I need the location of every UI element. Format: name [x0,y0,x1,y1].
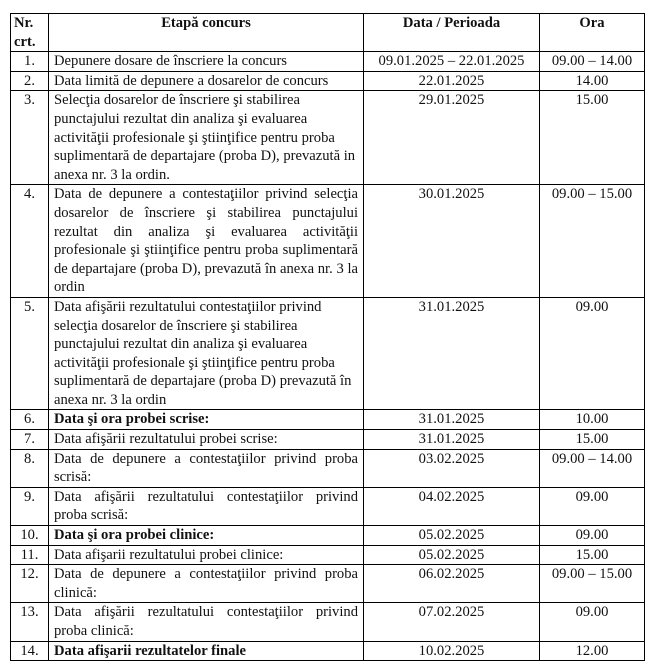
row-date: 10.02.2025 [364,641,540,661]
row-stage: Data afişarii rezultatului probei clinice: [49,545,364,565]
row-number: 9. [11,487,49,525]
row-time: 12.00 [540,641,645,661]
table-row [11,526,645,546]
row-time: 09.00 [540,526,645,546]
header-stage: Etapă concurs [49,14,364,52]
table-row [11,487,645,525]
row-stage: Data afişării rezultatului contestaţiilor privind proba scrisă: [49,487,364,525]
row-date: 05.02.2025 [364,526,540,546]
row-date: 03.02.2025 [364,449,540,487]
table-row [11,565,645,603]
row-stage: Selecţia dosarelor de înscriere şi stabilirea punctajului rezultat din analiza şi evaluarea activităţii profesionale şi ştiinţifice pentru proba suplimentară de departajare (proba D), prevazută in anexa nr. 3 la ordin. [49,91,364,185]
row-number: 4. [11,185,49,298]
row-time: 09.00 [540,603,645,641]
row-stage: Data limită de depunere a dosarelor de concurs [49,71,364,91]
row-stage: Data afişării rezultatului probei scrise: [49,430,364,450]
row-date: 30.01.2025 [364,185,540,298]
row-date: 06.02.2025 [364,565,540,603]
row-time: 09.00 – 14.00 [540,52,645,72]
row-number: 13. [11,603,49,641]
row-number: 3. [11,91,49,185]
row-number: 7. [11,430,49,450]
row-stage: Data afişării rezultatului contestaţiilor privind proba clinică: [49,603,364,641]
table-row [11,430,645,450]
table-row [11,297,645,410]
table-row [11,603,645,641]
row-time: 09.00 – 15.00 [540,565,645,603]
row-number: 14. [11,641,49,661]
row-number: 5. [11,297,49,410]
row-date: 29.01.2025 [364,91,540,185]
row-time: 15.00 [540,91,645,185]
row-stage: Data afişarii rezultatelor finale [49,641,364,661]
row-time: 10.00 [540,410,645,430]
row-date: 31.01.2025 [364,297,540,410]
row-number: 6. [11,410,49,430]
row-number: 12. [11,565,49,603]
header-nr-line1: Nr. [14,15,34,31]
table-row [11,185,645,298]
row-time: 09.00 [540,297,645,410]
contest-schedule-table [10,13,645,661]
row-date: 22.01.2025 [364,71,540,91]
table-row [11,641,645,661]
row-stage: Data şi ora probei clinice: [49,526,364,546]
row-date: 31.01.2025 [364,430,540,450]
header-nr-line2: crt. [14,33,36,50]
row-date: 04.02.2025 [364,487,540,525]
row-date: 31.01.2025 [364,410,540,430]
header-date: Data / Perioada [364,14,540,52]
row-number: 8. [11,449,49,487]
table-row [11,52,645,72]
row-stage: Data afişării rezultatului contestaţiilor privind selecţia dosarelor de înscriere şi stabilirea punctajului rezultat din analiza şi evaluarea activităţii profesionale şi ştiinţifice pentru proba suplimentară de departajare (proba D) prevazută în anexa nr. 3 la ordin [49,297,364,410]
row-date: 07.02.2025 [364,603,540,641]
row-stage: Data şi ora probei scrise: [49,410,364,430]
table-header-row [11,14,645,52]
row-time: 14.00 [540,71,645,91]
header-nr-crt [11,14,49,52]
row-date: 09.01.2025 – 22.01.2025 [364,52,540,72]
table-row [11,410,645,430]
row-stage: Data de depunere a contestaţiilor privind proba scrisă: [49,449,364,487]
header-time: Ora [540,14,645,52]
row-time: 09.00 – 15.00 [540,185,645,298]
row-time: 09.00 [540,487,645,525]
table-row [11,91,645,185]
document-page [10,13,645,661]
table-row [11,71,645,91]
row-date: 05.02.2025 [364,545,540,565]
table-row [11,545,645,565]
row-number: 11. [11,545,49,565]
row-stage: Depunere dosare de înscriere la concurs [49,52,364,72]
row-stage: Data de depunere a contestaţiilor privind proba clinică: [49,565,364,603]
row-stage: Data de depunere a contestaţiilor privind selecţia dosarelor de înscriere şi stabilirea punctajului rezultat din analiza şi evaluarea activităţii profesionale şi ştiinţifice pentru proba suplimentară de departajare (proba D), prevazută în anexa nr. 3 la ordin [49,185,364,298]
row-number: 1. [11,52,49,72]
row-time: 09.00 – 14.00 [540,449,645,487]
table-row [11,449,645,487]
row-number: 10. [11,526,49,546]
row-number: 2. [11,71,49,91]
row-time: 15.00 [540,430,645,450]
row-time: 15.00 [540,545,645,565]
